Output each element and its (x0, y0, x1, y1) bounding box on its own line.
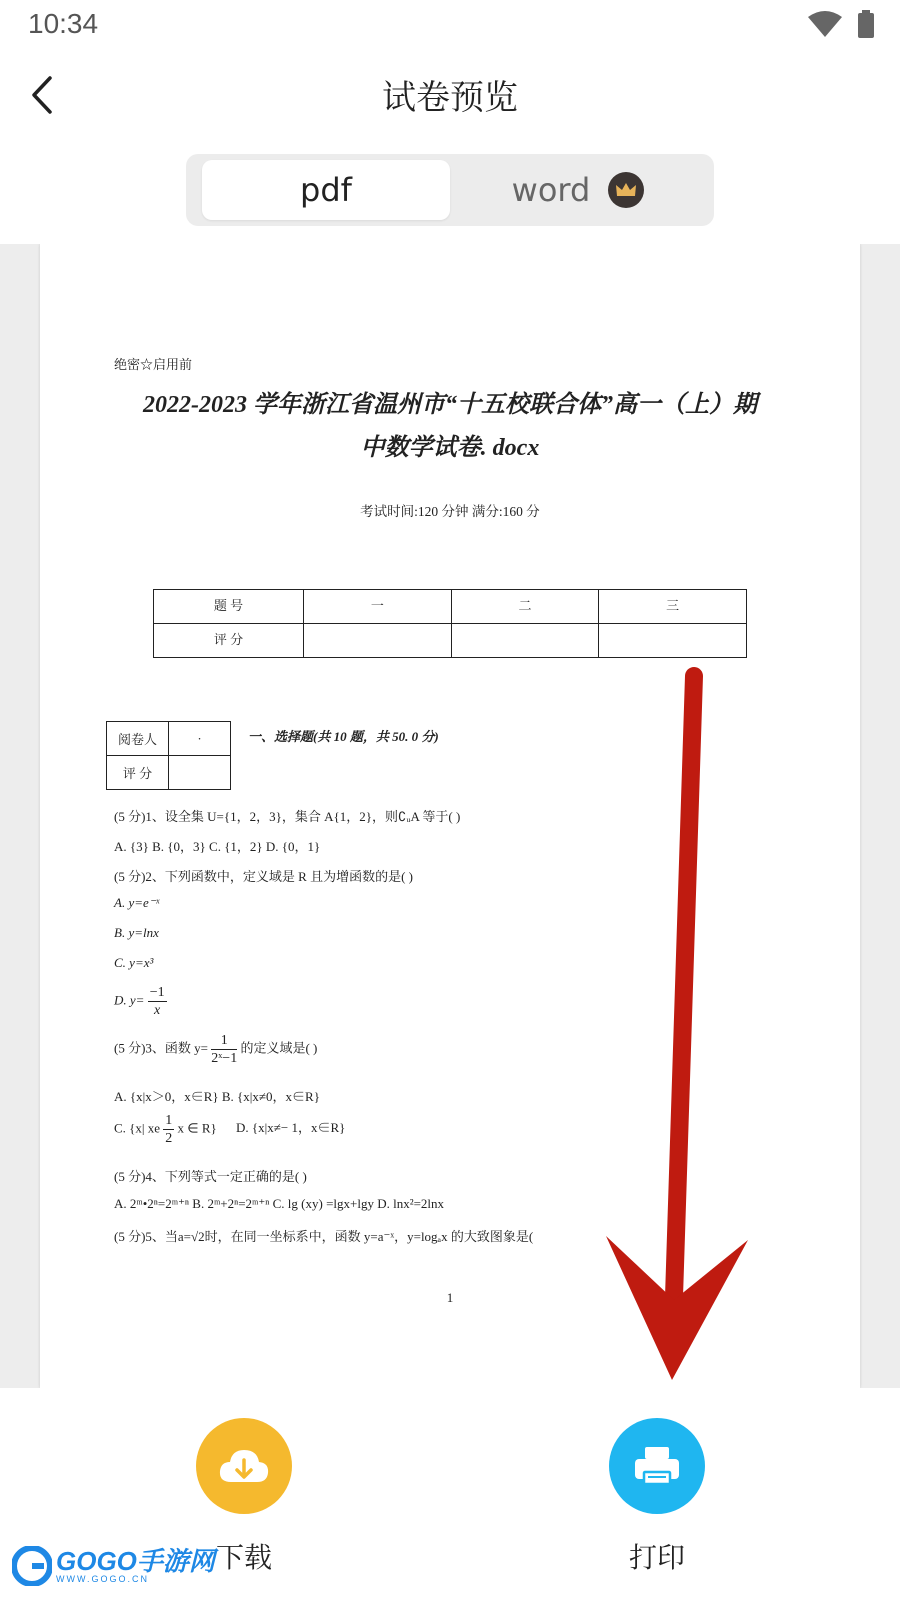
table-row (154, 590, 747, 624)
table-row (154, 624, 747, 658)
section-heading: 一、选择题(共 10 题，共 50. 0 分) (248, 729, 439, 744)
wifi-icon (808, 11, 842, 37)
page-title: 试卷预览 (382, 78, 518, 118)
print-label: 打印 (628, 1541, 685, 1574)
table-cell (451, 624, 599, 658)
status-icons (808, 10, 874, 38)
fraction (163, 1112, 174, 1147)
watermark-url: WWW.GOGO.CN (56, 1574, 149, 1584)
question-2-option-b: B. y=lnx (114, 925, 159, 940)
question-2-option-d (114, 984, 167, 1019)
watermark-brand: GOGO手游网 (56, 1546, 215, 1576)
option-label: D. y= (114, 992, 145, 1008)
table-cell (304, 624, 452, 658)
score-table (153, 589, 747, 658)
table-cell: 阅卷人 (107, 722, 169, 756)
fraction (148, 984, 167, 1019)
tab-word[interactable] (454, 160, 702, 220)
table-cell: · (169, 722, 231, 756)
denominator: 2ˣ−1 (211, 1051, 238, 1066)
vip-crown-icon (608, 172, 644, 208)
table-cell: 一 (304, 590, 452, 624)
table-cell (169, 756, 231, 790)
printer-icon (633, 1446, 681, 1486)
document-title-line1: 2022-2023 学年浙江省温州市“十五校联合体”高一（上）期 (143, 392, 757, 418)
table-row (107, 756, 231, 790)
question-5: (5 分)5、当a=√2时，在同一坐标系中，函数 y=a⁻ˣ，y=logₐx 的大致图象是( (114, 1229, 534, 1244)
table-cell (599, 624, 747, 658)
question-1-options: A. {3} B. {0，3} C. {1，2} D. {0，1} (114, 839, 321, 854)
question-text: (5 分)3、函数 y= (114, 1040, 208, 1056)
option-text: x ∈ R} (177, 1120, 217, 1136)
numerator: −1 (149, 985, 165, 1000)
table-cell: 二 (451, 590, 599, 624)
tab-pdf[interactable]: pdf (202, 160, 450, 220)
option-d: D. {x|x≠− 1，x∈R} (236, 1120, 346, 1136)
question-2-option-a: A. y=e⁻ˣ (114, 895, 160, 910)
question-text: 的定义域是( ) (240, 1040, 318, 1056)
secret-label: 绝密☆启用前 (114, 357, 193, 372)
question-1: (5 分)1、设全集 U={1，2，3}，集合 A{1，2}，则∁ᵤA 等于( ) (114, 809, 461, 824)
print-icon-circle (609, 1418, 705, 1514)
question-4: (5 分)4、下列等式一定正确的是( ) (114, 1169, 307, 1184)
question-4-options: A. 2ᵐ•2ⁿ=2ᵐ⁺ⁿ B. 2ᵐ+2ⁿ=2ᵐ⁺ⁿ C. lg (xy) =lgx+lgy D. lnx²=2lnx (114, 1196, 445, 1211)
denominator: x (154, 1003, 161, 1018)
document-title-line2: 中数学试卷. docx (360, 435, 540, 461)
tab-word-label: word (511, 171, 591, 209)
document-title (100, 384, 800, 470)
question-3 (114, 1032, 317, 1067)
watermark-g-icon (12, 1546, 52, 1586)
question-3-options-ab: A. {x|x＞0，x∈R} B. {x|x≠0，x∈R} (114, 1089, 320, 1104)
numerator: 1 (211, 1032, 237, 1050)
watermark-text (56, 1548, 215, 1584)
table-row (107, 722, 231, 756)
format-tabs (186, 154, 714, 226)
fraction (211, 1032, 237, 1067)
question-3-options-cd (114, 1112, 345, 1147)
exam-time-line: 考试时间:120 分钟 满分:160 分 (360, 504, 540, 519)
table-cell: 题 号 (154, 590, 304, 624)
grader-table (106, 721, 231, 790)
option-label: C. {x| xe (114, 1120, 161, 1136)
cloud-download-icon (217, 1446, 271, 1486)
numerator: 1 (165, 1113, 173, 1128)
document-page (40, 244, 860, 1388)
question-2-option-c: C. y=x³ (114, 955, 154, 970)
table-cell: 三 (599, 590, 747, 624)
question-2: (5 分)2、下列函数中，定义域是 R 且为增函数的是( ) (114, 869, 413, 884)
watermark-logo (12, 1546, 215, 1586)
status-bar (0, 0, 900, 50)
table-cell: 评 分 (107, 756, 169, 790)
status-time: 10:34 (28, 8, 99, 39)
page-number: 1 (446, 1290, 454, 1305)
print-button[interactable] (577, 1418, 737, 1576)
download-label: 下载 (215, 1541, 272, 1574)
app-header (0, 50, 900, 140)
battery-icon (858, 10, 874, 38)
download-icon-circle (196, 1418, 292, 1514)
denominator: 2 (165, 1131, 173, 1146)
table-cell: 评 分 (154, 624, 304, 658)
document-viewer[interactable] (0, 244, 900, 1388)
